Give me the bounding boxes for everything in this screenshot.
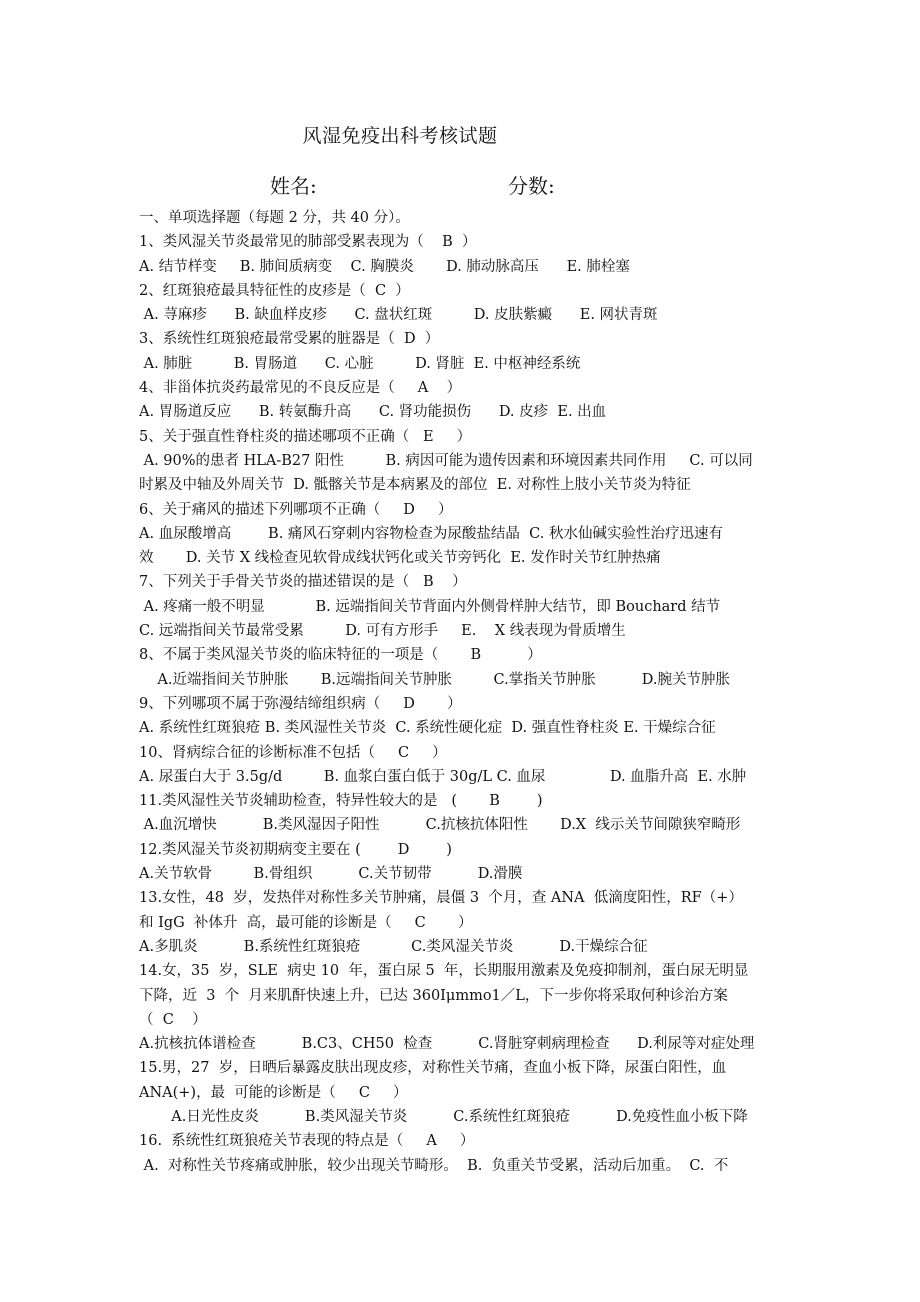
text-line: A. 荨麻疹 B. 缺血样皮疹 C. 盘状红斑 D. 皮肤紫癜 E. 网状青斑 [139,307,658,324]
text-line: ANA(+)，最 可能的诊断是（ C ） [139,1084,408,1101]
text-line: A.近端指间关节肿胀 B.远端指间关节肿胀 C.掌指关节肿胀 D.腕关节肿胀 [139,671,731,688]
text-line: 12.类风湿关节炎初期病变主要在 ( D ) [139,841,452,858]
text-line: 一、单项选择题（每题 2 分，共 40 分）。 [139,210,410,226]
text-line: 3、系统性红斑狼疮最常受累的脏器是（ D ） [139,331,440,348]
text-line: A. 疼痛一般不明显 B. 远端指间关节背面内外侧骨样肿大结节，即 Bouchard 结节 [139,598,721,615]
text-line: A. 胃肠道反应 B. 转氨酶升高 C. 肾功能损伤 D. 皮疹 E. 出血 [139,404,607,421]
text-line: A. 90%的患者 HLA-B27 阳性 B. 病因可能为遗传因素和环境因素共同作用 C. 可以同 [139,452,753,469]
text-line: 5、关于强直性脊柱炎的描述哪项不正确（ E ） [139,428,472,445]
text-line: 13.女性，48 岁，发热伴对称性多关节肿痛，晨僵 3 个月，查 ANA 低滴度阳性，RF（+） [139,890,743,907]
text-line: 6、关于痛风的描述下列哪项不正确（ D ） [139,501,453,518]
text-line: A. 对称性关节疼痛或肿胀，较少出现关节畸形。 B. 负重关节受累，活动后加重。 C. 不 [139,1157,729,1174]
text-line: 4、非甾体抗炎药最常见的不良反应是（ A ） [139,380,462,397]
exam-title-text: 风湿免疫出科考核试题 [302,125,498,147]
text-line: 16. 系统性红斑狼疮关节表现的特点是（ A ） [139,1133,475,1150]
text-line: （ C ） [139,1011,207,1028]
text-line: A. 结节样变 B. 肺间质病变 C. 胸膜炎 D. 肺动脉高压 E. 肺栓塞 [139,258,630,275]
text-line: 11.类风湿性关节炎辅助检查，特异性较大的是 ( B ) [139,793,543,810]
text-line: A.多肌炎 B.系统性红斑狼疮 C.类风湿关节炎 D.干燥综合征 [139,938,648,955]
text-line: 10、肾病综合征的诊断标准不包括（ C ） [139,744,447,761]
text-line: A. 血尿酸增高 B. 痛风石穿刺内容物检查为尿酸盐结晶 C. 秋水仙碱实验性治疗迅速有 [139,525,723,542]
text-line: C. 远端指间关节最常受累 D. 可有方形手 E. X 线表现为骨质增生 [139,623,626,640]
exam-body [139,206,785,1178]
text-line: 7、下列关于手骨关节炎的描述错误的是（ B ） [139,574,467,591]
score-label: 分数: [508,174,555,198]
name-label: 姓名: [270,174,317,198]
text-line: 14.女，35 岁，SLE 病史 10 年，蛋白尿 5 年，长期服用激素及免疫抑制剂，蛋白尿无明显 [139,963,749,980]
text-line: 效 D. 关节 X 线检查见软骨成线状钙化或关节旁钙化 E. 发作时关节红肿热痛 [139,550,661,567]
text-line: A.抗核抗体谱检查 B.C3、CH50 检查 C.肾脏穿刺病理检查 D.利尿等对症处理 [139,1036,755,1053]
text-line: 2、红斑狼疮最具特征性的皮疹是（ C ） [139,282,410,299]
exam-title [0,121,920,148]
text-line: A. 系统性红斑狼疮 B. 类风湿性关节炎 C. 系统性硬化症 D. 强直性脊柱炎 E. 干燥综合征 [139,720,716,737]
text-line: 1、类风湿关节炎最常见的肺部受累表现为（ B ） [139,234,477,251]
text-line: 9、下列哪项不属于弥漫结缔组织病（ D ） [139,695,462,712]
text-line: 下降，近 3 个 月来肌酐快速上升，已达 360Iμmmo1／L，下一步你将采取何种诊治方案 [139,987,728,1004]
text-line: A.血沉增快 B.类风湿因子阳性 C.抗核抗体阳性 D.X 线示关节间隙狭窄畸形 [139,817,741,834]
text-line: A.日光性皮炎 B.类风湿关节炎 C.系统性红斑狼疮 D.免疫性血小板下降 [139,1108,748,1125]
text-line: A.关节软骨 B.骨组织 C.关节韧带 D.滑膜 [139,866,523,883]
text-line: 时累及中轴及外周关节 D. 骶髂关节是本病累及的部位 E. 对称性上肢小关节炎为特征 [139,477,691,494]
text-line: 和 IgG 补体升 高，最可能的诊断是（ C ） [139,914,473,931]
text-line: 15.男，27 岁，日晒后暴露皮肤出现皮疹，对称性关节痛，查血小板下降，尿蛋白阳性，血 [139,1060,727,1077]
text-line: A. 肺脏 B. 胃肠道 C. 心脏 D. 肾脏 E. 中枢神经系统 [139,355,581,372]
text-line: 8、不属于类风湿关节炎的临床特征的一项是（ B ） [139,647,542,664]
text-line: A. 尿蛋白大于 3.5g/d B. 血浆白蛋白低于 30g/L C. 血尿 D. 血脂升高 E. 水肿 [139,768,747,785]
